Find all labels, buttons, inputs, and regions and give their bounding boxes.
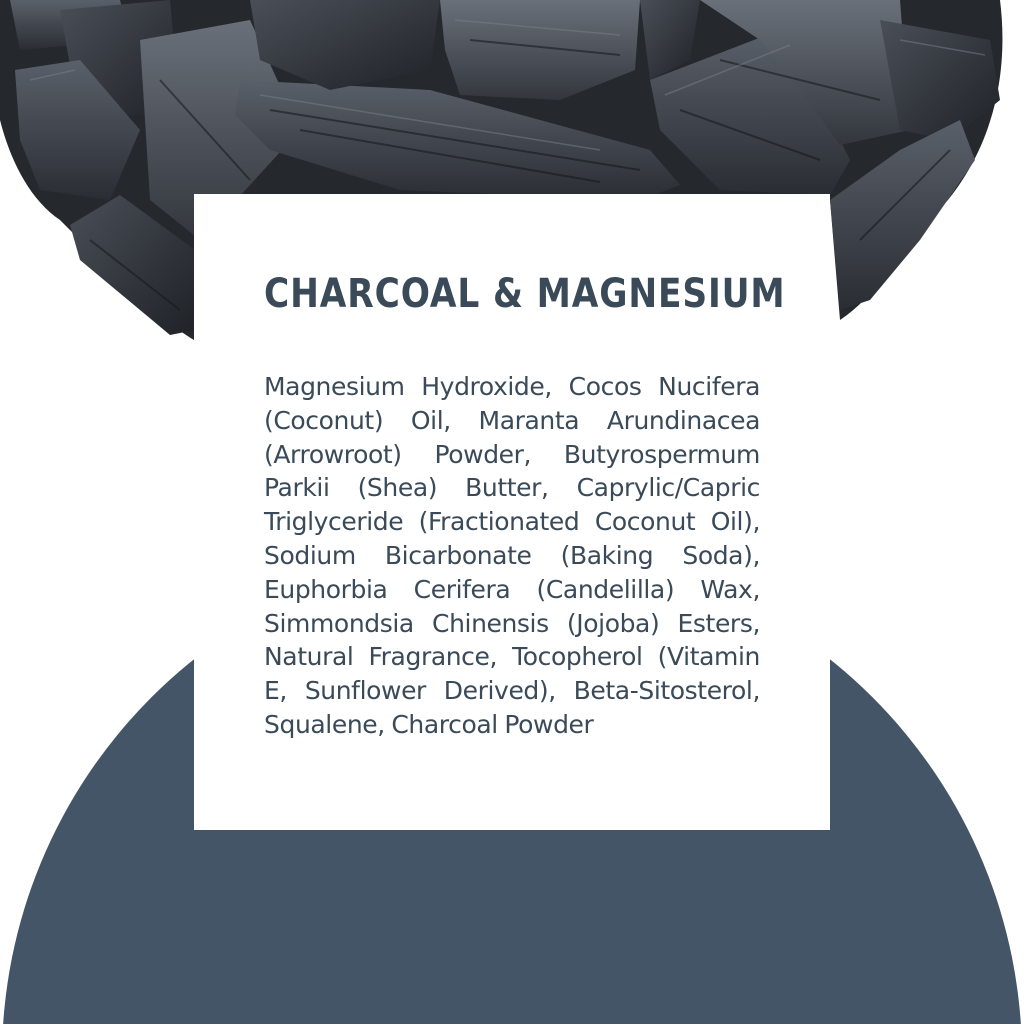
ingredients-list: Magnesium Hydroxide, Cocos Nucifera (Coconut) Oil, Maranta Arundinacea (Arrowroot) Powder, Butyrospermum Parkii (Shea) Butter, Caprylic/Capric Triglyceride (Fractionated Coconut Oil), Sodium Bicarbonate (Baking Soda), Euphorbia Cerifera (Candelilla) Wax, Simmondsia Chinensis (Jojoba) Esters, Natural Fragrance, Tocopherol (Vitamin E, Sunflower Derived), Beta-Sitosterol, Squalene, Charcoal Powder: [264, 372, 760, 739]
ingredients-card: [194, 194, 830, 830]
card-title: CHARCOAL & MAGNESIUM: [264, 271, 786, 317]
